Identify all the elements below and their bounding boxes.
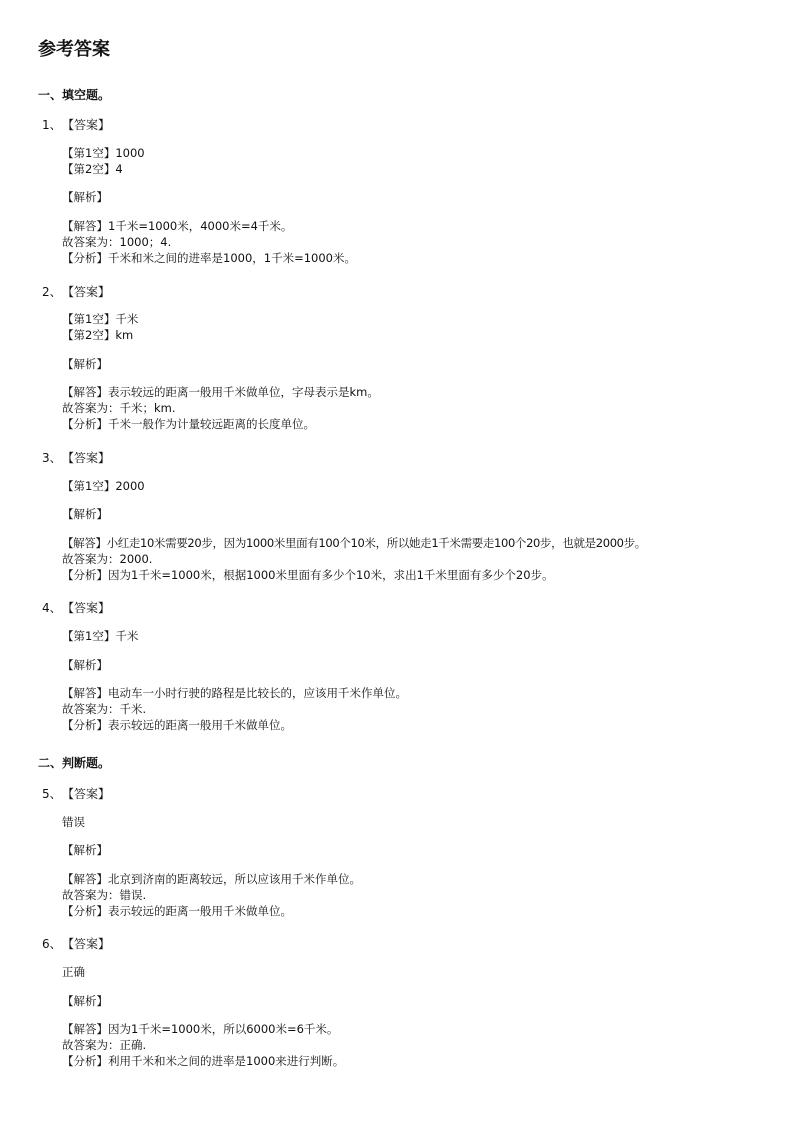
answer-label: 【答案】 <box>62 285 111 299</box>
analysis-line: 故答案为：千米；km. <box>62 401 176 415</box>
analysis-line: 【解答】1千米=1000米，4000米=4千米。 <box>62 219 293 233</box>
analysis-line: 故答案为：错误. <box>62 888 147 902</box>
question-number: 2、 <box>42 285 62 299</box>
answer-line: 错误 <box>62 815 85 829</box>
answer-label: 【答案】 <box>62 937 111 951</box>
section-heading-true-false: 二、判断题。 <box>38 756 111 770</box>
analysis-line: 故答案为：正确. <box>62 1038 147 1052</box>
analysis-line: 【解答】电动车一小时行驶的路程是比较长的，应该用千米作单位。 <box>62 686 407 700</box>
answer-line: 【第1空】千米 <box>62 629 139 643</box>
analysis-label: 【解析】 <box>62 843 108 857</box>
question-number: 5、 <box>42 787 62 801</box>
analysis-label: 【解析】 <box>62 507 108 521</box>
page-title: 参考答案 <box>38 39 110 60</box>
answer-line: 正确 <box>62 965 85 979</box>
answer-line: 【第2空】4 <box>62 162 123 176</box>
analysis-line: 【分析】因为1千米=1000米，根据1000米里面有多少个10米，求出1千米里面有多少个20步。 <box>62 568 554 582</box>
answer-label: 【答案】 <box>62 601 111 615</box>
analysis-label: 【解析】 <box>62 994 108 1008</box>
analysis-label: 【解析】 <box>62 357 108 371</box>
answer-line: 【第2空】km <box>62 328 134 342</box>
analysis-line: 【分析】千米和米之间的进率是1000，1千米=1000米。 <box>62 251 356 265</box>
answer-label: 【答案】 <box>62 118 111 132</box>
answer-line: 【第1空】千米 <box>62 312 139 326</box>
analysis-line: 故答案为：1000；4. <box>62 235 172 249</box>
answer-line: 【第1空】1000 <box>62 146 145 160</box>
analysis-line: 【解答】北京到济南的距离较远，所以应该用千米作单位。 <box>62 872 361 886</box>
analysis-line: 【解答】因为1千米=1000米，所以6000米=6千米。 <box>62 1022 339 1036</box>
question-number: 3、 <box>42 451 62 465</box>
answer-label: 【答案】 <box>62 451 111 465</box>
answer-label: 【答案】 <box>62 787 111 801</box>
question-number: 6、 <box>42 937 62 951</box>
question-number: 1、 <box>42 118 62 132</box>
analysis-label: 【解析】 <box>62 190 108 204</box>
analysis-line: 【解答】小红走10米需要20步，因为1000米里面有100个10米，所以她走1千米需要走100个20步，也就是2000步。 <box>62 536 646 550</box>
analysis-line: 【解答】表示较远的距离一般用千米做单位，字母表示是km。 <box>62 385 379 399</box>
answer-line: 【第1空】2000 <box>62 479 145 493</box>
analysis-line: 【分析】表示较远的距离一般用千米做单位。 <box>62 718 292 732</box>
analysis-line: 【分析】千米一般作为计量较远距离的长度单位。 <box>62 417 315 431</box>
question-number: 4、 <box>42 601 62 615</box>
analysis-line: 故答案为：2000. <box>62 552 153 566</box>
analysis-line: 故答案为：千米. <box>62 702 147 716</box>
section-heading-fill-blank: 一、填空题。 <box>38 88 111 102</box>
analysis-line: 【分析】利用千米和米之间的进率是1000来进行判断。 <box>62 1054 345 1068</box>
analysis-label: 【解析】 <box>62 658 108 672</box>
analysis-line: 【分析】表示较远的距离一般用千米做单位。 <box>62 904 292 918</box>
